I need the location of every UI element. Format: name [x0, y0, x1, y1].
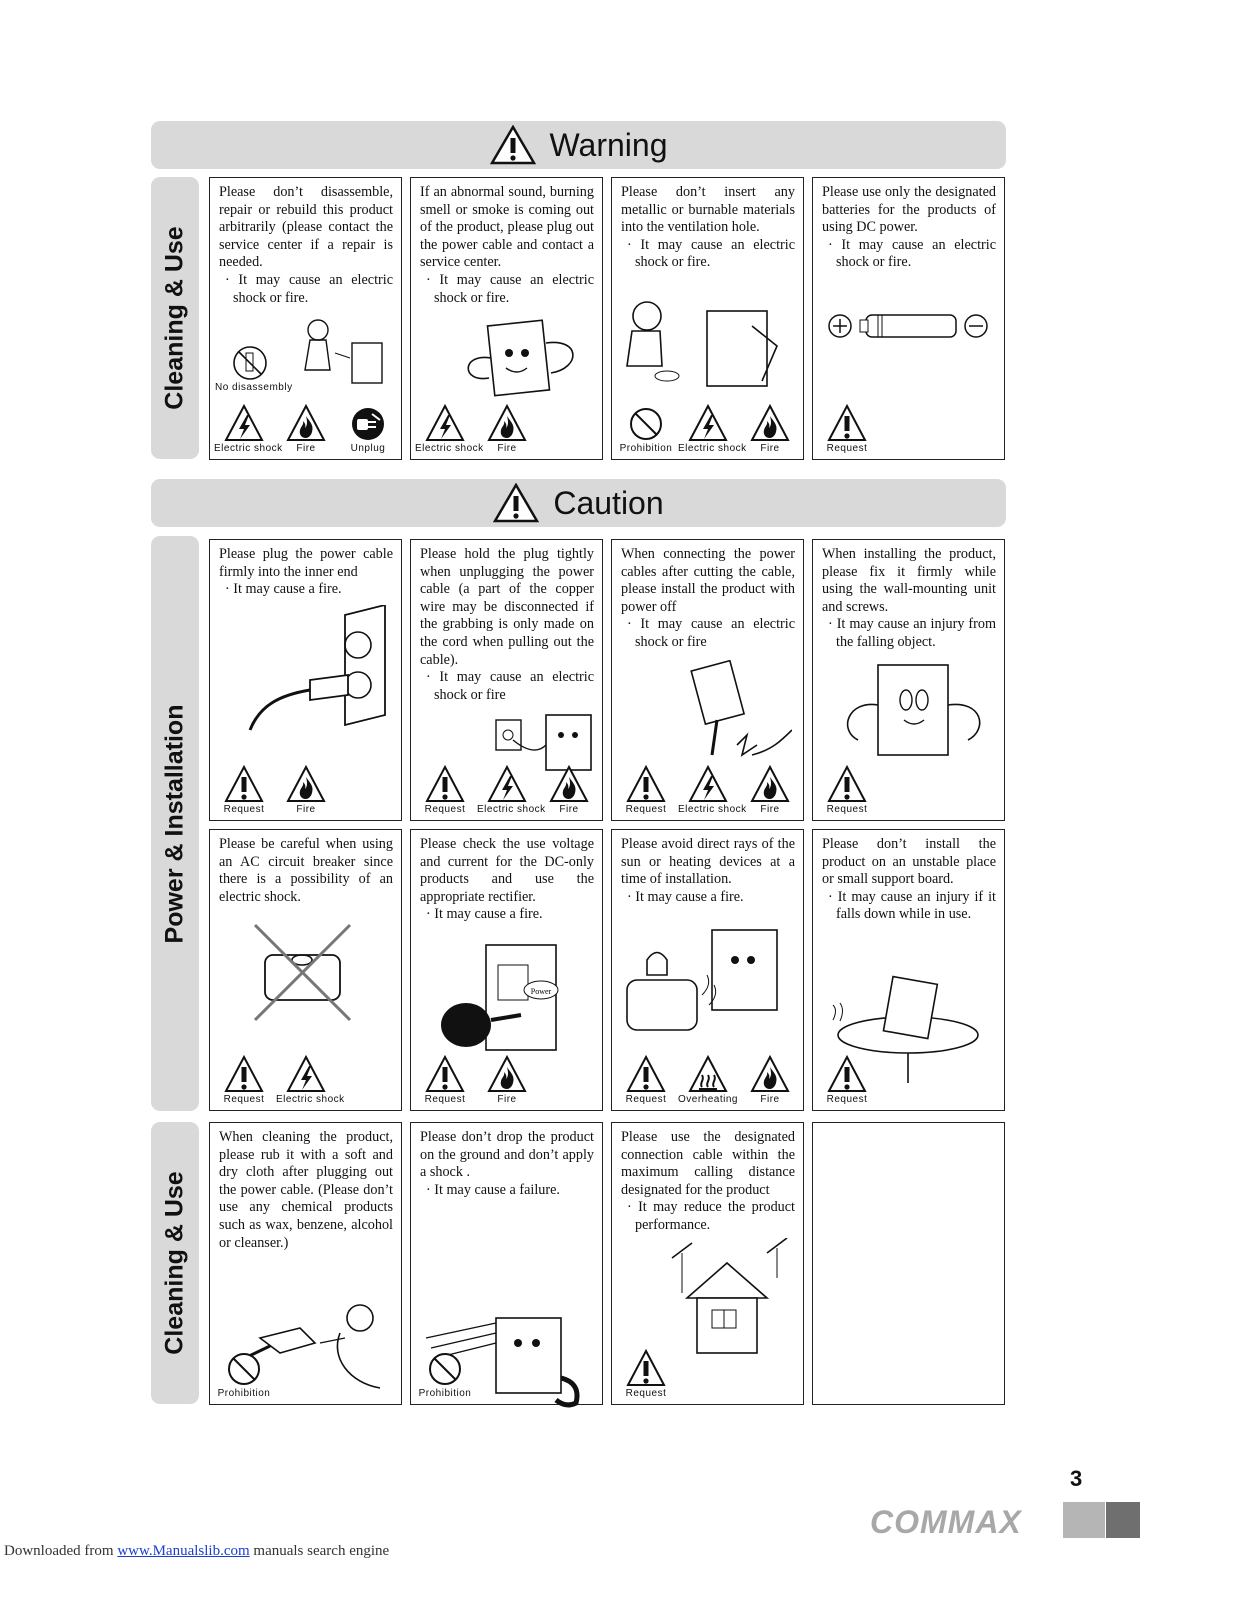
instruction-line: If an abnormal sound, burning smell or smoke is coming out of the product, please plug out the power cable and contact a service center.: [420, 184, 594, 271]
icon-label: Prohibition: [418, 1388, 472, 1399]
instruction-note: · It may cause an electric shock or fire.: [426, 271, 594, 306]
instruction-text: [219, 836, 393, 906]
illustration: [617, 925, 797, 1050]
request-icon: [214, 1055, 274, 1105]
instruction-line: Please hold the plug tightly when unplugging the power cable (a part of the copper wire may be disconnected if the grabbing is only made on the cord when pulling out the cable).: [420, 546, 594, 668]
safety-icons: [616, 1333, 799, 1399]
safety-icons: [415, 749, 598, 815]
instruction-line: Please check the use voltage and current for the DC-only products and use the appropriate rectifier.: [420, 836, 594, 905]
instruction-note: · It may cause a fire.: [627, 888, 744, 905]
instruction-note: · It may cause a failure.: [426, 1181, 560, 1198]
request-icon: [817, 1055, 877, 1105]
fire-icon: [740, 765, 800, 815]
icon-label: Prohibition: [217, 1388, 271, 1399]
illustration: [818, 306, 998, 351]
instruction-note: · It may cause a fire.: [426, 906, 543, 923]
brand-bars-icon: [870, 1502, 1140, 1538]
instruction-text: [219, 184, 393, 307]
section-label: Power & Installation: [160, 704, 189, 943]
instruction-line: Please don’t install the product on an unstable place or small support board.: [822, 836, 996, 888]
instruction-text: [822, 836, 996, 924]
instruction-note: · It may cause an electric shock or fire.: [225, 271, 393, 306]
instruction-text: [420, 184, 594, 307]
overheating-icon: [678, 1055, 738, 1105]
instruction-line: When cleaning the product, please rub it with a soft and dry cloth after plugging out the power cable. (Please don’t use any chemical products such as wax, benzene, alcohol or cleanser.): [219, 1129, 393, 1251]
footer-link[interactable]: www.Manualslib.com: [117, 1543, 250, 1559]
instruction-cell: [611, 1122, 804, 1405]
instruction-cell: [812, 177, 1005, 460]
electric-shock-icon: [678, 765, 747, 815]
instruction-line: Please use only the designated batteries for the products of using DC power.: [822, 184, 996, 236]
instruction-note: · It may cause an electric shock or fire: [426, 669, 594, 703]
icon-label: Electric shock: [477, 804, 546, 815]
safety-icons: [616, 1039, 799, 1105]
brand-name: COMMAX: [870, 1504, 1022, 1540]
fire-icon: [539, 765, 599, 815]
electric-shock-icon: [276, 1055, 345, 1105]
unplug-icon: [338, 406, 398, 454]
section-tab-power-installation: [151, 536, 199, 1111]
instruction-cell: [209, 539, 402, 821]
instruction-text: [219, 546, 393, 599]
icon-label: Request: [625, 804, 667, 815]
instruction-cell: [611, 829, 804, 1111]
prohibition-icon: [214, 1351, 274, 1399]
icon-label: Fire: [497, 443, 517, 454]
instruction-cell: [209, 177, 402, 460]
instruction-text: [822, 546, 996, 652]
request-icon: [214, 765, 274, 815]
section-label: Cleaning & Use: [160, 226, 189, 410]
icon-label: Unplug: [350, 443, 386, 454]
electric-shock-icon: [214, 404, 283, 454]
fire-icon: [276, 765, 336, 815]
instruction-cell: [812, 1122, 1005, 1405]
icon-label: Fire: [497, 1094, 517, 1105]
safety-icons: [616, 749, 799, 815]
icon-label: Request: [424, 804, 466, 815]
instruction-cell: [410, 829, 603, 1111]
instruction-line: Please don’t drop the product on the ground and don’t apply a shock .: [420, 1129, 594, 1181]
warning-triangle-icon: [490, 125, 536, 165]
icon-label: Prohibition: [619, 443, 673, 454]
fire-icon: [477, 404, 537, 454]
safety-icons: [214, 1039, 397, 1105]
icon-label: Fire: [296, 443, 316, 454]
instruction-line: Please use the designated connection cable within the maximum calling distance designated for the product: [621, 1129, 795, 1198]
icon-label: Request: [826, 804, 868, 815]
caution-banner: [151, 479, 1006, 527]
icon-label: Fire: [296, 804, 316, 815]
icon-label: Electric shock: [678, 804, 747, 815]
request-icon: [415, 1055, 475, 1105]
icon-label: Fire: [559, 804, 579, 815]
instruction-text: [621, 836, 795, 906]
request-icon: [817, 765, 877, 815]
icon-label: Request: [625, 1094, 667, 1105]
illustration: [250, 920, 370, 1035]
electric-shock-icon: [678, 404, 747, 454]
safety-icons: [415, 1039, 598, 1105]
instruction-cell: [812, 829, 1005, 1111]
section-tab-cleaning-use-1: [151, 177, 199, 459]
instruction-cell: [410, 177, 603, 460]
fire-icon: [740, 1055, 800, 1105]
icon-label: Request: [424, 1094, 466, 1105]
instruction-cell: [410, 1122, 603, 1405]
icon-label: Electric shock: [678, 443, 747, 454]
icon-label: Electric shock: [415, 443, 484, 454]
icon-label: Request: [826, 1094, 868, 1105]
icon-label: Fire: [760, 804, 780, 815]
icon-label: Fire: [760, 443, 780, 454]
prohibition-icon: [415, 1351, 475, 1399]
fire-icon: [276, 404, 336, 454]
safety-icons: [817, 388, 1000, 454]
instruction-note: · It may cause an injury if it falls down while in use.: [828, 888, 996, 923]
icon-label: Overheating: [678, 1094, 738, 1105]
caution-title: Caution: [553, 484, 664, 521]
instruction-note: · It may cause an electric shock or fire.: [828, 236, 996, 271]
instruction-note: · It may reduce the product performance.: [627, 1199, 795, 1233]
instruction-line: Please plug the power cable firmly into the inner end: [219, 546, 393, 580]
instruction-line: When installing the product, please fix it firmly while using the wall-mounting unit and screws.: [822, 546, 996, 615]
fire-icon: [740, 404, 800, 454]
safety-icons: [214, 388, 397, 454]
icon-label: Electric shock: [214, 443, 283, 454]
fire-icon: [477, 1055, 537, 1105]
instruction-cell: [611, 177, 804, 460]
icon-label: Electric shock: [276, 1094, 345, 1105]
instruction-text: [621, 546, 795, 652]
section-label: Cleaning & Use: [160, 1171, 189, 1355]
request-icon: [817, 404, 877, 454]
request-icon: [616, 1349, 676, 1399]
icon-label: Request: [223, 804, 265, 815]
icon-label: Request: [223, 1094, 265, 1105]
instruction-text: [420, 1129, 594, 1199]
request-icon: [616, 1055, 676, 1105]
safety-icons: [415, 388, 598, 454]
safety-icons: [415, 1333, 598, 1399]
illustration: [612, 286, 792, 401]
instruction-note: · It may cause a fire.: [225, 581, 342, 598]
instruction-line: When connecting the power cables after cutting the cable, please install the product with power off: [621, 546, 795, 615]
instruction-cell: [209, 1122, 402, 1405]
electric-shock-icon: [477, 765, 546, 815]
instruction-line: Please don’t insert any metallic or burnable materials into the ventilation hole.: [621, 184, 795, 236]
icon-label: Request: [625, 1388, 667, 1399]
warning-title: Warning: [549, 126, 668, 163]
prohibition-icon: [616, 406, 676, 454]
footer-line: [4, 1543, 389, 1560]
instruction-line: Please don’t disassemble, repair or rebuild this product arbitrarily (please contact the service center if a repair is needed.: [219, 184, 393, 271]
instruction-cell: [209, 829, 402, 1111]
request-icon: [616, 765, 676, 815]
instruction-cell: [812, 539, 1005, 821]
instruction-text: [621, 184, 795, 272]
icon-label: Request: [826, 443, 868, 454]
power-callout: Power: [530, 987, 552, 996]
footer-prefix: Downloaded from: [4, 1543, 118, 1559]
icon-label: Fire: [760, 1094, 780, 1105]
electric-shock-icon: [415, 404, 484, 454]
request-icon: [415, 765, 475, 815]
instruction-cell: [410, 539, 603, 821]
no-disassembly-label: No disassembly: [215, 382, 293, 393]
brand-logo: [870, 1502, 1140, 1538]
safety-icons: [616, 388, 799, 454]
instruction-note: · It may cause an injury from the falling object.: [828, 616, 996, 650]
safety-icons: [817, 749, 1000, 815]
safety-icons: [214, 1333, 397, 1399]
instruction-cell: [611, 539, 804, 821]
instruction-line: Please be careful when using an AC circuit breaker since there is a possibility of an electric shock.: [219, 836, 393, 905]
instruction-text: [420, 546, 594, 704]
warning-banner: [151, 121, 1006, 169]
instruction-note: · It may cause an electric shock or fire.: [627, 236, 795, 271]
instruction-note: · It may cause an electric shock or fire: [627, 616, 795, 650]
section-tab-cleaning-use-2: [151, 1122, 199, 1404]
safety-icons: [817, 1039, 1000, 1105]
instruction-line: Please avoid direct rays of the sun or heating devices at a time of installation.: [621, 836, 795, 888]
instruction-text: [822, 184, 996, 272]
instruction-text: [420, 836, 594, 924]
footer-suffix: manuals search engine: [249, 1543, 390, 1559]
caution-triangle-icon: [493, 483, 539, 523]
instruction-text: [621, 1129, 795, 1235]
safety-icons: [214, 749, 397, 815]
instruction-text: [219, 1129, 393, 1252]
page-number: 3: [1070, 1466, 1083, 1491]
illustration: [230, 605, 400, 740]
